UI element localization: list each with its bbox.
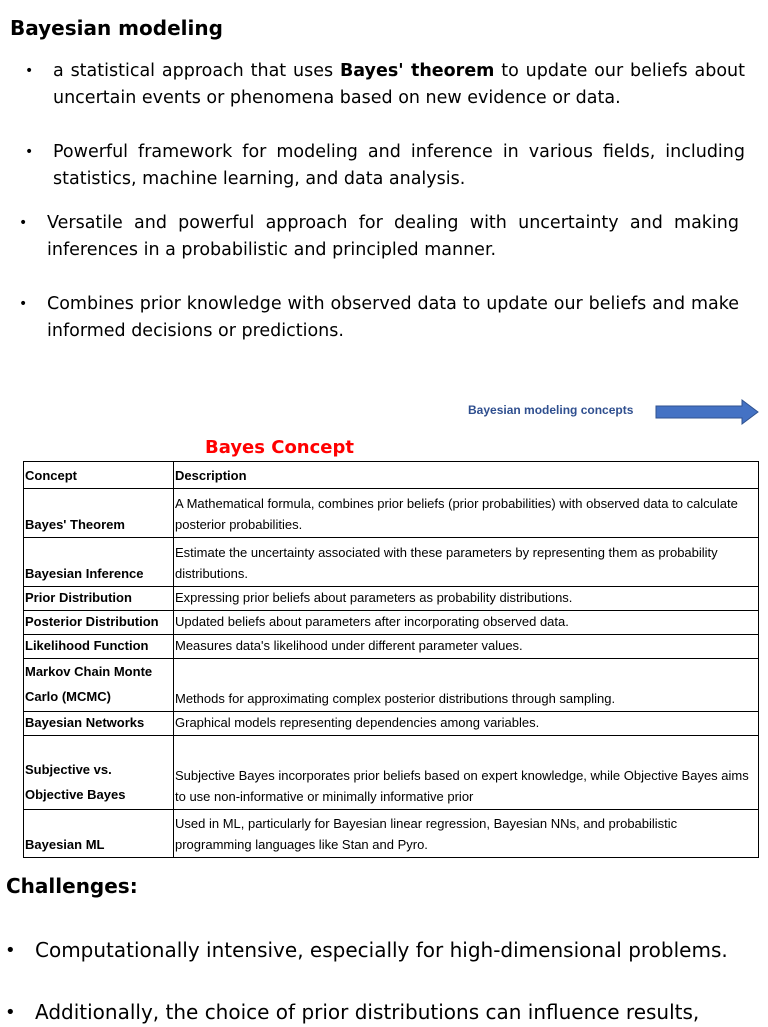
- description-cell: Graphical models representing dependencies among variables.: [174, 712, 759, 736]
- description-cell: Measures data's likelihood under different parameter values.: [174, 635, 759, 659]
- description-cell: Expressing prior beliefs about parameters as probability distributions.: [174, 587, 759, 611]
- table-row: [24, 810, 759, 858]
- challenge-text: Computationally intensive, especially for high-dimensional problems.: [35, 938, 728, 962]
- bullet-icon: •: [19, 215, 28, 231]
- description-cell: Methods for approximating complex posterior distributions through sampling.: [174, 659, 759, 712]
- challenge-bullet: [5, 998, 747, 1027]
- concept-cell: Posterior Distribution: [24, 611, 174, 635]
- intro-bullet: [25, 139, 745, 193]
- table-title: Bayes Concept: [205, 437, 354, 458]
- bullet-text-after: to update our beliefs about uncertain events or phenomena based on new evidence or data.: [53, 61, 745, 108]
- concept-cell: Prior Distribution: [24, 587, 174, 611]
- concept-cell: Bayesian Networks: [24, 712, 174, 736]
- concept-cell: Subjective vs. Objective Bayes: [24, 736, 174, 810]
- right-arrow-icon[interactable]: [654, 398, 760, 426]
- bullet-text: Versatile and powerful approach for dealing with uncertainty and making inferences in a probabilistic and principled manner.: [47, 213, 739, 260]
- bullet-text: Combines prior knowledge with observed data to update our beliefs and make informed decisions or predictions.: [47, 294, 739, 341]
- bullet-icon: •: [25, 63, 34, 79]
- table-row: [24, 635, 759, 659]
- concept-cell: Bayesian ML: [24, 810, 174, 858]
- bullet-icon: •: [19, 296, 28, 312]
- table-header-description: Description: [174, 462, 759, 489]
- concepts-link[interactable]: Bayesian modeling concepts: [468, 403, 634, 417]
- bullet-icon: •: [5, 1002, 16, 1023]
- intro-bullet: [25, 58, 745, 112]
- description-cell: Updated beliefs about parameters after incorporating observed data.: [174, 611, 759, 635]
- concepts-table: [23, 461, 759, 858]
- intro-bullet: [19, 210, 739, 264]
- description-cell: Subjective Bayes incorporates prior beliefs based on expert knowledge, while Objective Bayes aims to use non-informative or minimally informative prior: [174, 736, 759, 810]
- bullet-icon: •: [25, 144, 34, 160]
- intro-bullet: [19, 291, 739, 345]
- description-cell: Estimate the uncertainty associated with these parameters by representing them as probability distributions.: [174, 538, 759, 587]
- challenges-heading: Challenges:: [6, 874, 138, 898]
- table-row: [24, 587, 759, 611]
- table-row: [24, 659, 759, 712]
- bullet-text-bold: Bayes' theorem: [339, 61, 495, 81]
- challenge-text: Additionally, the choice of prior distributions can influence results,: [35, 1000, 700, 1024]
- table-row: [24, 489, 759, 538]
- table-header-concept: Concept: [24, 462, 174, 489]
- page-title: Bayesian modeling: [10, 16, 223, 40]
- challenge-bullet: [5, 936, 747, 965]
- concept-cell: Bayesian Inference: [24, 538, 174, 587]
- table-row: [24, 736, 759, 810]
- bullet-text-before: a statistical approach that uses: [53, 61, 340, 81]
- concept-cell: Likelihood Function: [24, 635, 174, 659]
- description-cell: A Mathematical formula, combines prior beliefs (prior probabilities) with observed data to calculate posterior probabilities.: [174, 489, 759, 538]
- table-row: [24, 538, 759, 587]
- table-row: [24, 712, 759, 736]
- table-row: [24, 611, 759, 635]
- bullet-text: Powerful framework for modeling and inference in various fields, including statistics, machine learning, and data analysis.: [53, 142, 745, 189]
- description-cell: Used in ML, particularly for Bayesian linear regression, Bayesian NNs, and probabilistic programming languages like Stan and Pyro.: [174, 810, 759, 858]
- concept-cell: Bayes' Theorem: [24, 489, 174, 538]
- table-header-row: [24, 462, 759, 489]
- concept-cell: Markov Chain Monte Carlo (MCMC): [24, 659, 174, 712]
- bullet-icon: •: [5, 940, 16, 961]
